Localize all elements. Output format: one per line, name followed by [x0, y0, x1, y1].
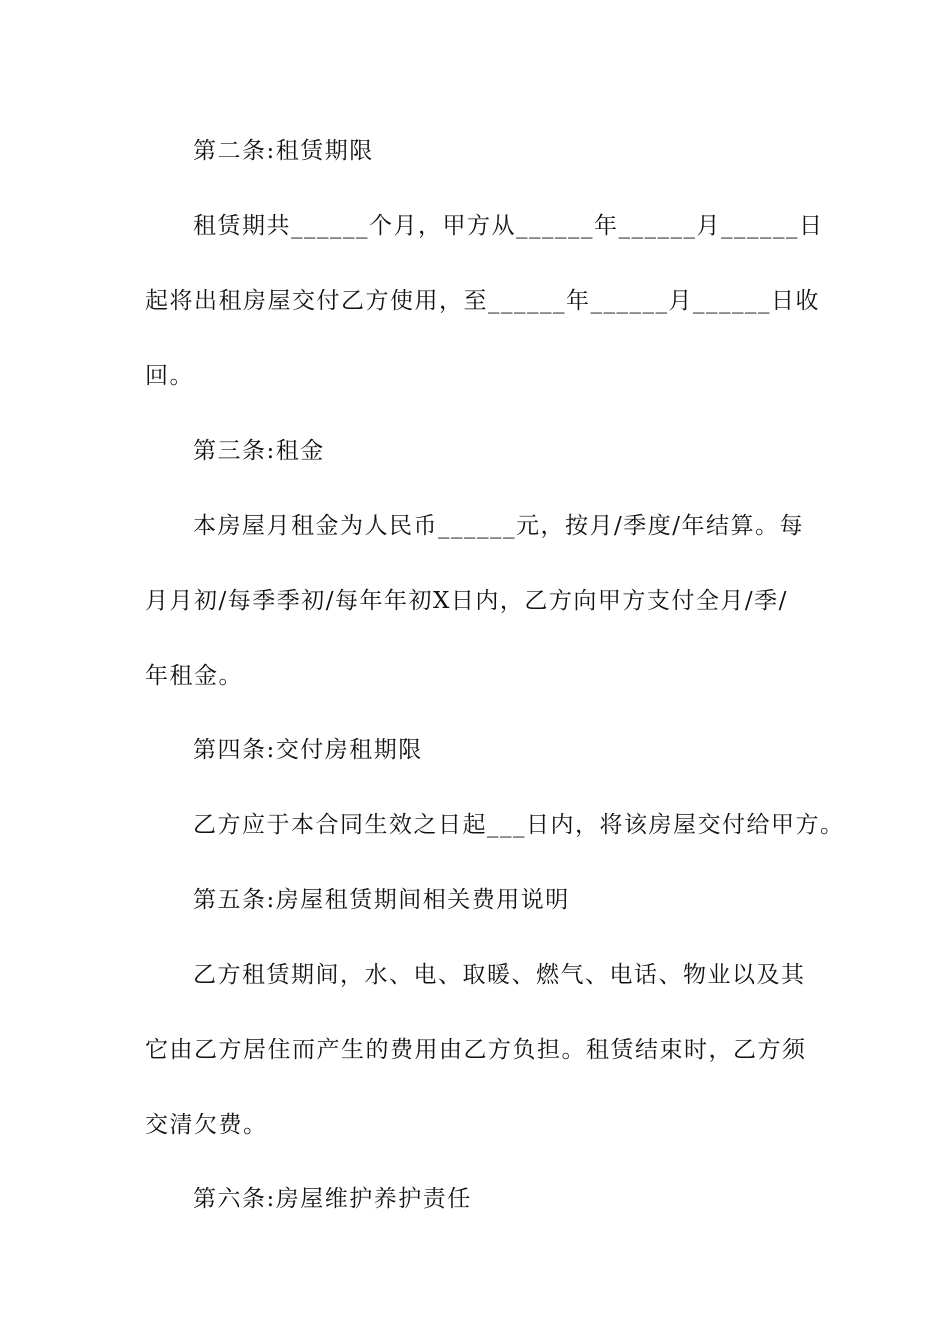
article-2-heading: 第二条:租赁期限: [193, 138, 374, 164]
paragraph-line: 它由乙方居住而产生的费用由乙方负担。租赁结束时，乙方须: [145, 1037, 807, 1063]
paragraph-line: 起将出租房屋交付乙方使用，至______年______月______日收: [145, 288, 820, 314]
paragraph-line: 本房屋月租金为人民币______元，按月/季度/年结算。每: [193, 513, 804, 539]
paragraph-line: 月月初/每季季初/每年年初X日内，乙方向甲方支付全月/季/: [145, 588, 788, 614]
paragraph-line: 年租金。: [145, 663, 243, 689]
paragraph-line: 乙方租赁期间，水、电、取暖、燃气、电话、物业以及其: [193, 962, 806, 988]
paragraph-line: 交清欠费。: [145, 1112, 268, 1138]
article-5-heading: 第五条:房屋租赁期间相关费用说明: [193, 887, 570, 913]
article-4-heading: 第四条:交付房租期限: [193, 737, 423, 763]
article-3-heading: 第三条:租金: [193, 438, 325, 464]
paragraph-line: 租赁期共______个月，甲方从______年______月______日: [193, 213, 824, 239]
paragraph-line: 回。: [145, 363, 194, 389]
paragraph-line: 乙方应于本合同生效之日起___日内，将该房屋交付给甲方。: [193, 812, 845, 838]
article-6-heading: 第六条:房屋维护养护责任: [193, 1186, 472, 1212]
